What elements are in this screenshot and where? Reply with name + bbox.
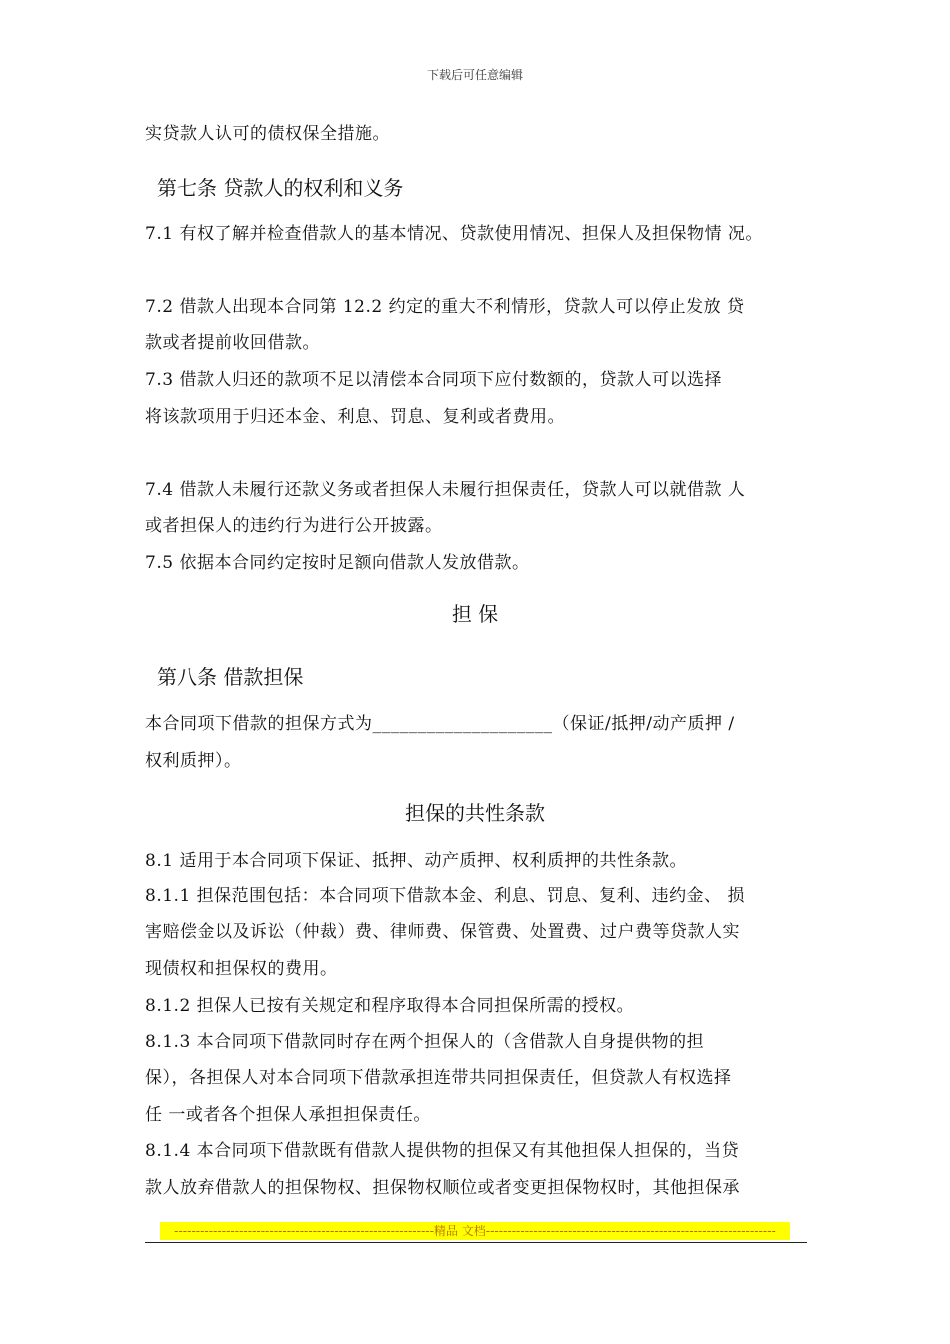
clause-8-1-3-line2: 保），各担保人对本合同项下借款承担连带共同担保责任，但贷款人有权选择	[145, 1068, 732, 1088]
clause-7-5: 7.5 依据本合同约定按时足额向借款人发放借款。	[145, 553, 530, 573]
clause-7-2-line1: 7.2 借款人出现本合同第 12.2 约定的重大不利情形，贷款人可以停止发放 贷	[145, 297, 745, 317]
article-8-heading: 第八条 借款担保	[157, 665, 304, 689]
article-7-heading: 第七条 贷款人的权利和义务	[157, 176, 404, 200]
text-line: 实贷款人认可的债权保全措施。	[145, 124, 390, 144]
clause-8-1-3-line3: 任 一或者各个担保人承担担保责任。	[145, 1105, 431, 1125]
clause-8-1-1-line3: 现债权和担保权的费用。	[145, 959, 338, 979]
clause-8-1-4-line2: 款人放弃借款人的担保物权、担保物权顺位或者变更担保物权时，其他担保承	[145, 1178, 740, 1198]
clause-8-1-4-line1: 8.1.4 本合同项下借款既有借款人提供物的担保又有其他担保人担保的，当贷	[145, 1141, 740, 1161]
clause-7-4-line2: 或者担保人的违约行为进行公开披露。	[145, 516, 443, 536]
guarantee-method-line2: 权利质押）。	[145, 751, 242, 771]
clause-8-1: 8.1 适用于本合同项下保证、抵押、动产质押、权利质押的共性条款。	[145, 851, 687, 871]
clause-8-1-1-line2: 害赔偿金以及诉讼（仲裁）费、律师费、保管费、处置费、过户费等贷款人实	[145, 922, 740, 942]
common-terms-title: 担保的共性条款	[405, 801, 545, 825]
clause-7-3-line1: 7.3 借款人归还的款项不足以清偿本合同项下应付数额的，贷款人可以选择	[145, 370, 722, 390]
clause-8-1-1-line1: 8.1.1 担保范围包括：本合同项下借款本金、利息、罚息、复利、违约金、 损	[145, 886, 746, 906]
clause-7-4-line1: 7.4 借款人未履行还款义务或者担保人未履行担保责任，贷款人可以就借款 人	[145, 480, 746, 500]
page-header: 下载后可任意编辑	[426, 68, 523, 82]
clause-7-1: 7.1 有权了解并检查借款人的基本情况、贷款使用情况、担保人及担保物情 况。	[145, 224, 763, 244]
guarantee-method-line1: 本合同项下借款的担保方式为____________________（保证/抵押/动产质押 /	[145, 714, 735, 734]
footer-rule	[145, 1242, 807, 1243]
footer-banner: ------------------------------------------------------------精品 文档-------------------------------------------------------------------	[160, 1222, 790, 1240]
clause-8-1-2: 8.1.2 担保人已按有关规定和程序取得本合同担保所需的授权。	[145, 996, 635, 1016]
clause-7-3-line2: 将该款项用于归还本金、利息、罚息、复利或者费用。	[145, 407, 565, 427]
clause-8-1-3-line1: 8.1.3 本合同项下借款同时存在两个担保人的（含借款人自身提供物的担	[145, 1032, 705, 1052]
clause-7-2-line2: 款或者提前收回借款。	[145, 333, 320, 353]
section-title-guarantee: 担 保	[451, 602, 499, 626]
